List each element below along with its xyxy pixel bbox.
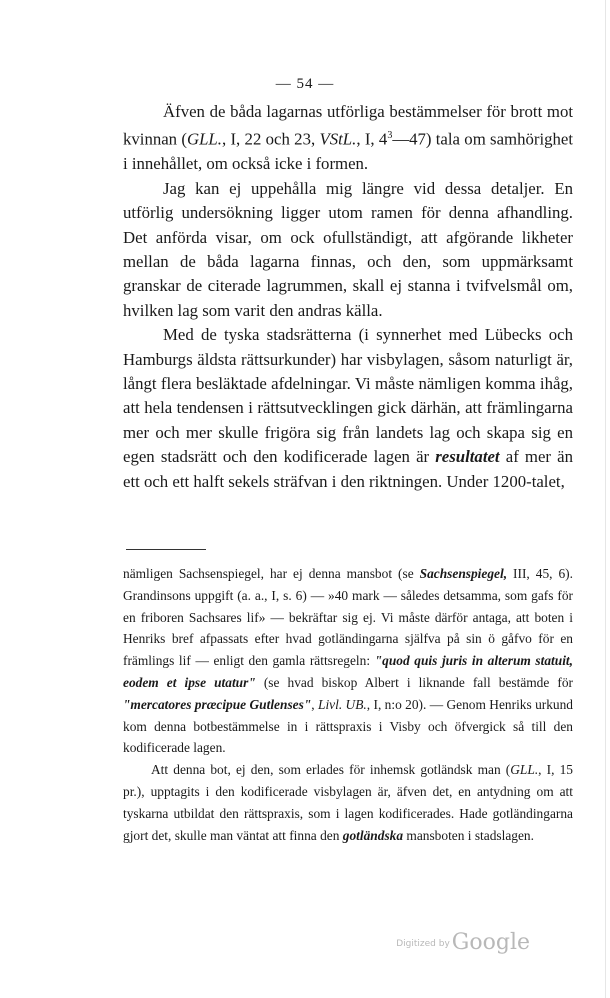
paragraph-2: Jag kan ej uppehålla mig längre vid dessa detaljer. En utförlig undersökning ligger utom ramen för denna afhandling. Det anförda visar, om ock ofullständigt, att afgörande likheter mellan de båda lagarna finnas, och den, som uppmärksamt granskar de citerade lagrummen, skall ej stanna i tvifvelsmål om, hvilken lag som varit den andras källa. [123, 178, 573, 320]
page-edge [605, 0, 606, 998]
footnote-paragraph-1: nämligen Sachsenspiegel, har ej denna mansbot (se Sachsenspiegel, III, 45, 6). Grandinsons uppgift (a. a., I, s. 6) — »40 mark — således detsamma, som gafs för en friboren Sachsares lif» — bekräftar sig ej. Vi måste därför antaga, att boten i Henriks bref afpassats efter hvad gotländingarna själfva på sin ö gåfvo för en främlings lif — enligt den gamla rättsregeln: "quod quis juris in alterum statuit, eodem et ipse utatur" (se hvad biskop Albert i liknande fall bestämde för "mercatores præcipue Gutlenses", Livl. UB., I, n:o 20). — Genom Henriks urkund kom denna botbestämmelse in i rättspraxis i Visby och öfvergick så till den kodificerade lagen. [123, 566, 574, 756]
paragraph-1: Äfven de båda lagarnas utförliga bestämmelser för brott mot kvinnan (GLL., I, 22 och 23, VStL., I, $4^3—47$) tala om samhörighet i innehållet, om också icke i formen. [123, 102, 574, 174]
page-number: — 54 — [275, 76, 335, 92]
footnote-rule [126, 549, 206, 550]
main-text [123, 100, 573, 494]
google-watermark: Digitized byGoogle [396, 930, 530, 955]
paragraph-3: Med de tyska stadsrätterna (i synnerhet med Lübecks och Hamburgs äldsta rättsurkunder) har visbylagen, såsom naturligt är, långt flera besläktade afdelningar. Vi måste nämligen komma ihåg, att hela tendensen i rättsutvecklingen gick därhän, att främlingarna mer och mer skulle frigöra sig från landets lag och skapa sig en egen stadsrätt och den kodificerade lagen är resultatet af mer än ett och ett halft sekels sträfvan i den riktningen. Under 1200-talet, [123, 325, 573, 491]
footnote-paragraph-2: Att denna bot, ej den, som erlades för inhemsk gotländsk man (GLL., I, 15 pr.), upptagits i den kodificerade visbylagen är, äfven det, en antydning om att tyskarna utbildat den rättspraxis, som i lagen kodificerades. Hade gotländingarna gjort det, skulle man väntat att finna den gotländska mansboten i stadslagen. [123, 762, 573, 843]
footnote [123, 563, 573, 846]
